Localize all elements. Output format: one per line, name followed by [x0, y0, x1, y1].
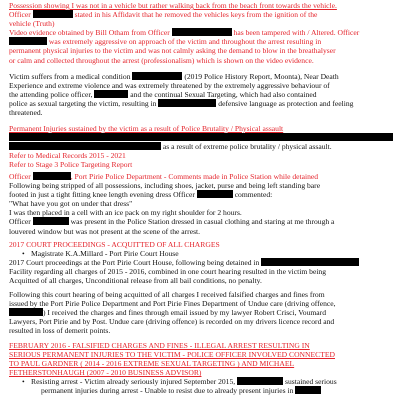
text-line: permanent physical injuries to the victim and was not calmly asking the demand to blow in the breathalyser — [9, 46, 336, 56]
text-line: Lawyers, Port Pirie and by Post. Undue care (driving offence) is recorded on my drivers licence record and — [9, 317, 335, 327]
section-heading: 2017 COURT PROCEEDINGS - ACQUITTED OF ALL CHARGES — [9, 240, 220, 249]
section-heading: SERIOUS PERMANENT INJURIES TO THE VICTIM - POLICE OFFICER INVOLVED CONNECTED — [9, 350, 335, 360]
bullet-item: • Resisting arrest - Victim already seriously injured September 2015, sustained serious — [9, 377, 393, 386]
text-line: Acquitted of all charges, Unconditional release from all bail conditions, no penalty. — [9, 276, 262, 286]
text-line: Possession showing I was not in a vehicle but rather walking back from the beach front towards the vehicle. — [9, 1, 337, 10]
text-line: resulted in loss of demerit points. — [9, 326, 111, 336]
redaction-block — [9, 142, 161, 150]
reference-line: Refer to Stage 3 Police Targeting Report — [9, 160, 133, 170]
section-medical-condition — [9, 72, 393, 117]
bullet-item: • Magistrate K.A.Millard - Port Pirie Court House — [9, 249, 393, 258]
text-line: Following this court hearing of being acquitted of all charges I received falsified charges and fines from — [9, 290, 325, 299]
redaction-block — [9, 308, 43, 316]
text-line: Video evidence obtained by Bill Otham from Officer has been tampered with / Altered. Officer — [9, 28, 360, 38]
text-line: Officer stated in his Affidavit that he removed the vehicles keys from the ignition of the — [9, 10, 318, 20]
redaction-block — [33, 217, 69, 225]
quote-line: "What have you got on under that dress" — [9, 199, 133, 209]
section-heading: TO PAUL GARDNER ( 2014 - 2016 EXTREME SEXUAL TARGETING ) AND MICHAEL — [9, 359, 295, 369]
section-february-2016 — [9, 341, 393, 396]
section-permanent-injuries — [9, 124, 393, 169]
redaction-block — [132, 72, 182, 80]
text-line: Officer was present in the Police Station dressed in casual clothing and staring at me through a — [9, 217, 335, 227]
text-line: I was then placed in a cell with an ice pack on my right shoulder for 2 hours. — [9, 208, 242, 218]
redaction-block — [158, 99, 216, 107]
redaction-block — [197, 190, 233, 198]
text-line: vehicle (Truth) — [9, 19, 55, 29]
section-heading: FEBRUARY 2016 - FALSIFIED CHARGES AND FINES - ILLEGAL ARREST RESULTING IN — [9, 341, 310, 350]
text-line: Facility regarding all charges of 2015 - 2016, combined in one court hearing resulted in the victim being — [9, 267, 327, 277]
text-line — [9, 133, 393, 142]
text-line: as a result of extreme police brutality / physical assault. — [9, 142, 393, 151]
text-line: issued by the Port Pirie Police Department and Port Pirie Fines Department of Undue care (driving offence, — [9, 299, 336, 309]
redaction-block — [261, 258, 359, 266]
section-arrest-evidence — [9, 1, 393, 65]
redaction-block — [172, 28, 232, 36]
text-line: police as sexual targeting the victim, resulting in defensive language as protection and feeling — [9, 99, 354, 109]
redaction-block — [94, 90, 128, 98]
section-station-comments — [9, 172, 393, 236]
section-heading: FETHERSTONHAUGH (2007 - 2010 BUSINESS ADVISOR) — [9, 368, 202, 378]
text-line: ) I received the charges and fines through email issued by my lawyer Robert Crisci, Voumard — [9, 308, 393, 317]
text-line: threatened. — [9, 108, 43, 118]
redaction-block — [9, 133, 393, 141]
redaction-block — [33, 10, 73, 18]
section-heading: Permanent Injuries sustained by the victim as a result of Police Brutality / Physical assault — [9, 124, 284, 133]
text-line: was extremely aggressive on approach of the victim and throughout the arrest resulting in — [9, 37, 393, 46]
text-line: Following being stripped of all possessions, including shoes, jacket, purse and being left standing bare — [9, 181, 321, 191]
text-line: footed in just a tight fitting knee length evening dress Officer commented: — [9, 190, 273, 200]
redaction-block — [237, 377, 283, 385]
bullet-continuation: permanent injuries during arrest - Unable to resist due to already present injuries in — [9, 386, 393, 395]
redaction-block — [295, 386, 321, 394]
redaction-block — [9, 37, 47, 45]
text-line: or calm and collected throughout the arrest (professionalism) which is shown on the video evidence. — [9, 55, 314, 65]
redaction-block — [33, 172, 71, 180]
section-heading: Officer , Port Pirie Police Department - Comments made in Police Station while detained — [9, 172, 319, 181]
section-court-proceedings — [9, 240, 393, 285]
text-line: 2017 Court proceedings at the Port Pirie Court House, following being detained in — [9, 258, 393, 267]
text-line: louvered window but was not present at the scene of the arrest. — [9, 226, 201, 236]
text-line: Experience and extreme violence and was extremely threatened by the extremely aggressive behaviour of — [9, 81, 330, 91]
text-line: Victim suffers from a medical condition (2019 Police History Report, Moonta), Near Death — [9, 72, 339, 81]
reference-line: Refer to Medical Records 2015 - 2021 — [9, 151, 126, 161]
text-line: the attending police officer, and the continual Sexual Targeting, which had also contained — [9, 90, 317, 100]
section-falsified-fines — [9, 290, 393, 335]
